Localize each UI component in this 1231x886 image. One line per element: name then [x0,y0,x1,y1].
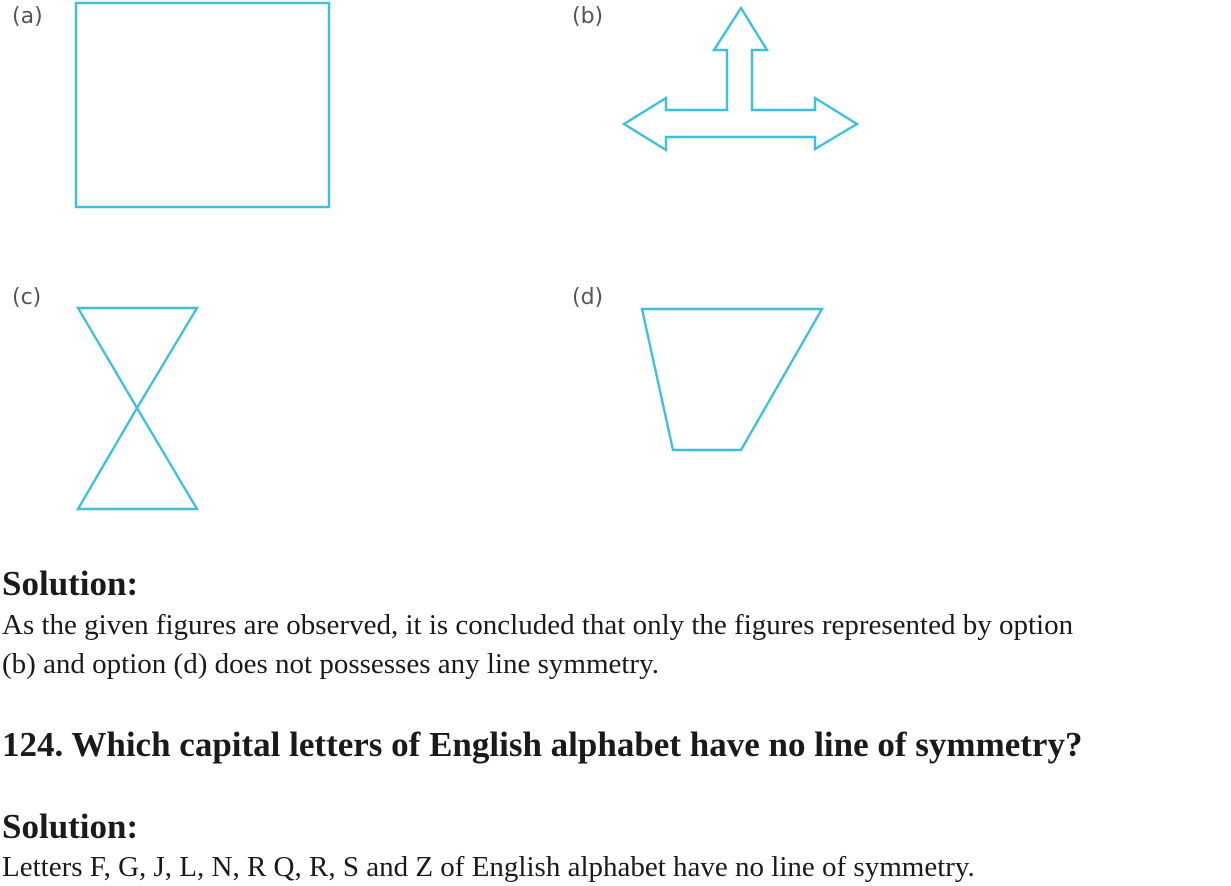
solution-text-1-line-2: (b) and option (d) does not possesses any line symmetry. [2,648,659,680]
solution-text-1-line-1: As the given figures are observed, it is concluded that only the figures represented by option [2,609,1074,641]
solution-text-2: Letters F, G, J, L, N, R Q, R, S and Z of English alphabet have no line of symmetry. [2,851,975,883]
figure-b-arrow [624,8,857,150]
figure-c-hourglass [78,308,197,509]
option-b-label: (b) [572,4,604,29]
figure-d-trapezium [642,309,822,450]
option-d-label: (d) [572,285,604,310]
option-a-label: (a) [12,4,43,29]
question-124: 124. Which capital letters of English alphabet have no line of symmetry? [2,725,1083,764]
figure-a-rectangle [76,3,329,207]
solution-heading-1: Solution: [2,564,139,603]
option-c-label: (c) [12,285,42,310]
solution-heading-2: Solution: [2,807,139,846]
